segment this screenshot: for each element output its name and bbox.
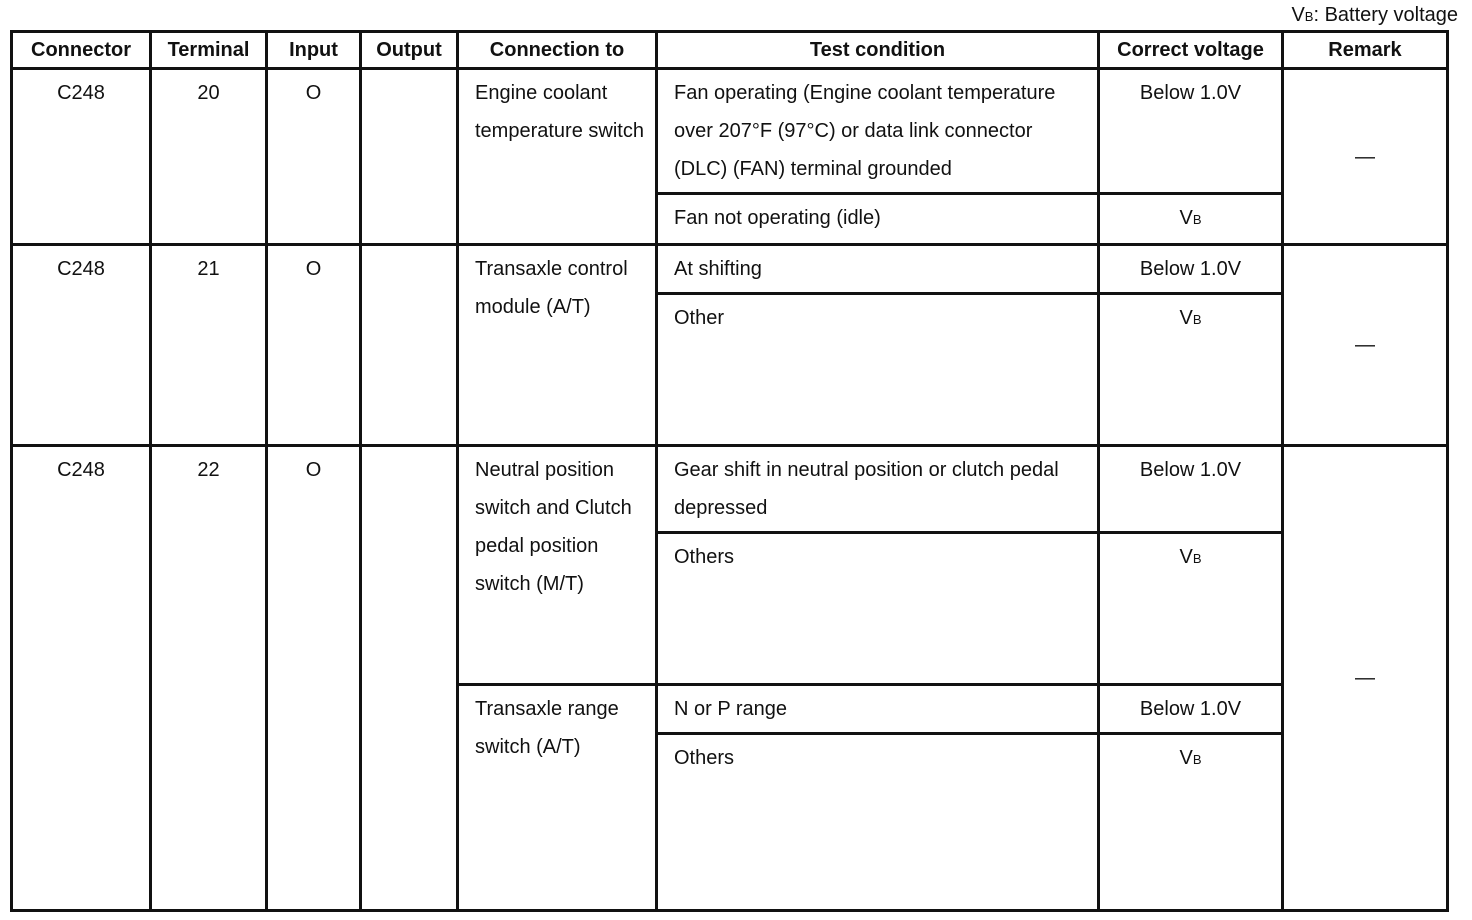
connection-to-cell: Engine coolant temperature switch [458, 69, 657, 245]
correct-voltage-cell: VB [1099, 533, 1283, 685]
test-condition-cell: Other [657, 294, 1099, 446]
terminal-spec-table [10, 30, 1449, 912]
test-condition-cell: Others [657, 533, 1099, 685]
terminal-cell: 22 [151, 446, 267, 911]
input-cell: O [267, 245, 361, 446]
table-row [12, 245, 1448, 294]
input-cell: O [267, 446, 361, 911]
test-condition-cell: Fan operating (Engine coolant temperature over 207°F (97°C) or data link connector (DLC) (FAN) terminal grounded [657, 69, 1099, 194]
connection-to-cell: Neutral position switch and Clutch pedal position switch (M/T) [458, 446, 657, 685]
test-condition-cell: At shifting [657, 245, 1099, 294]
connector-cell: C248 [12, 245, 151, 446]
header-test-condition: Test condition [657, 32, 1099, 69]
remark-cell: — [1283, 446, 1448, 911]
test-condition-cell: N or P range [657, 685, 1099, 734]
correct-voltage-cell: Below 1.0V [1099, 69, 1283, 194]
connection-to-cell: Transaxle control module (A/T) [458, 245, 657, 446]
correct-voltage-cell: Below 1.0V [1099, 685, 1283, 734]
correct-voltage-cell: VB [1099, 294, 1283, 446]
correct-voltage-cell: VB [1099, 194, 1283, 245]
header-output: Output [361, 32, 458, 69]
header-remark: Remark [1283, 32, 1448, 69]
header-terminal: Terminal [151, 32, 267, 69]
connector-cell: C248 [12, 446, 151, 911]
remark-cell: — [1283, 245, 1448, 446]
correct-voltage-cell: Below 1.0V [1099, 245, 1283, 294]
test-condition-cell: Fan not operating (idle) [657, 194, 1099, 245]
correct-voltage-cell: VB [1099, 734, 1283, 911]
header-connector: Connector [12, 32, 151, 69]
output-cell [361, 69, 458, 245]
test-condition-cell: Others [657, 734, 1099, 911]
connector-cell: C248 [12, 69, 151, 245]
header-input: Input [267, 32, 361, 69]
terminal-cell: 20 [151, 69, 267, 245]
remark-cell: — [1283, 69, 1448, 245]
header-correct-voltage: Correct voltage [1099, 32, 1283, 69]
table-row [12, 446, 1448, 533]
test-condition-cell: Gear shift in neutral position or clutch pedal depressed [657, 446, 1099, 533]
table-row [12, 69, 1448, 194]
output-cell [361, 446, 458, 911]
battery-voltage-note: VB: Battery voltage [1291, 4, 1458, 26]
header-connection-to: Connection to [458, 32, 657, 69]
correct-voltage-cell: Below 1.0V [1099, 446, 1283, 533]
output-cell [361, 245, 458, 446]
terminal-cell: 21 [151, 245, 267, 446]
header-row [12, 32, 1448, 69]
input-cell: O [267, 69, 361, 245]
connection-to-cell: Transaxle range switch (A/T) [458, 685, 657, 911]
